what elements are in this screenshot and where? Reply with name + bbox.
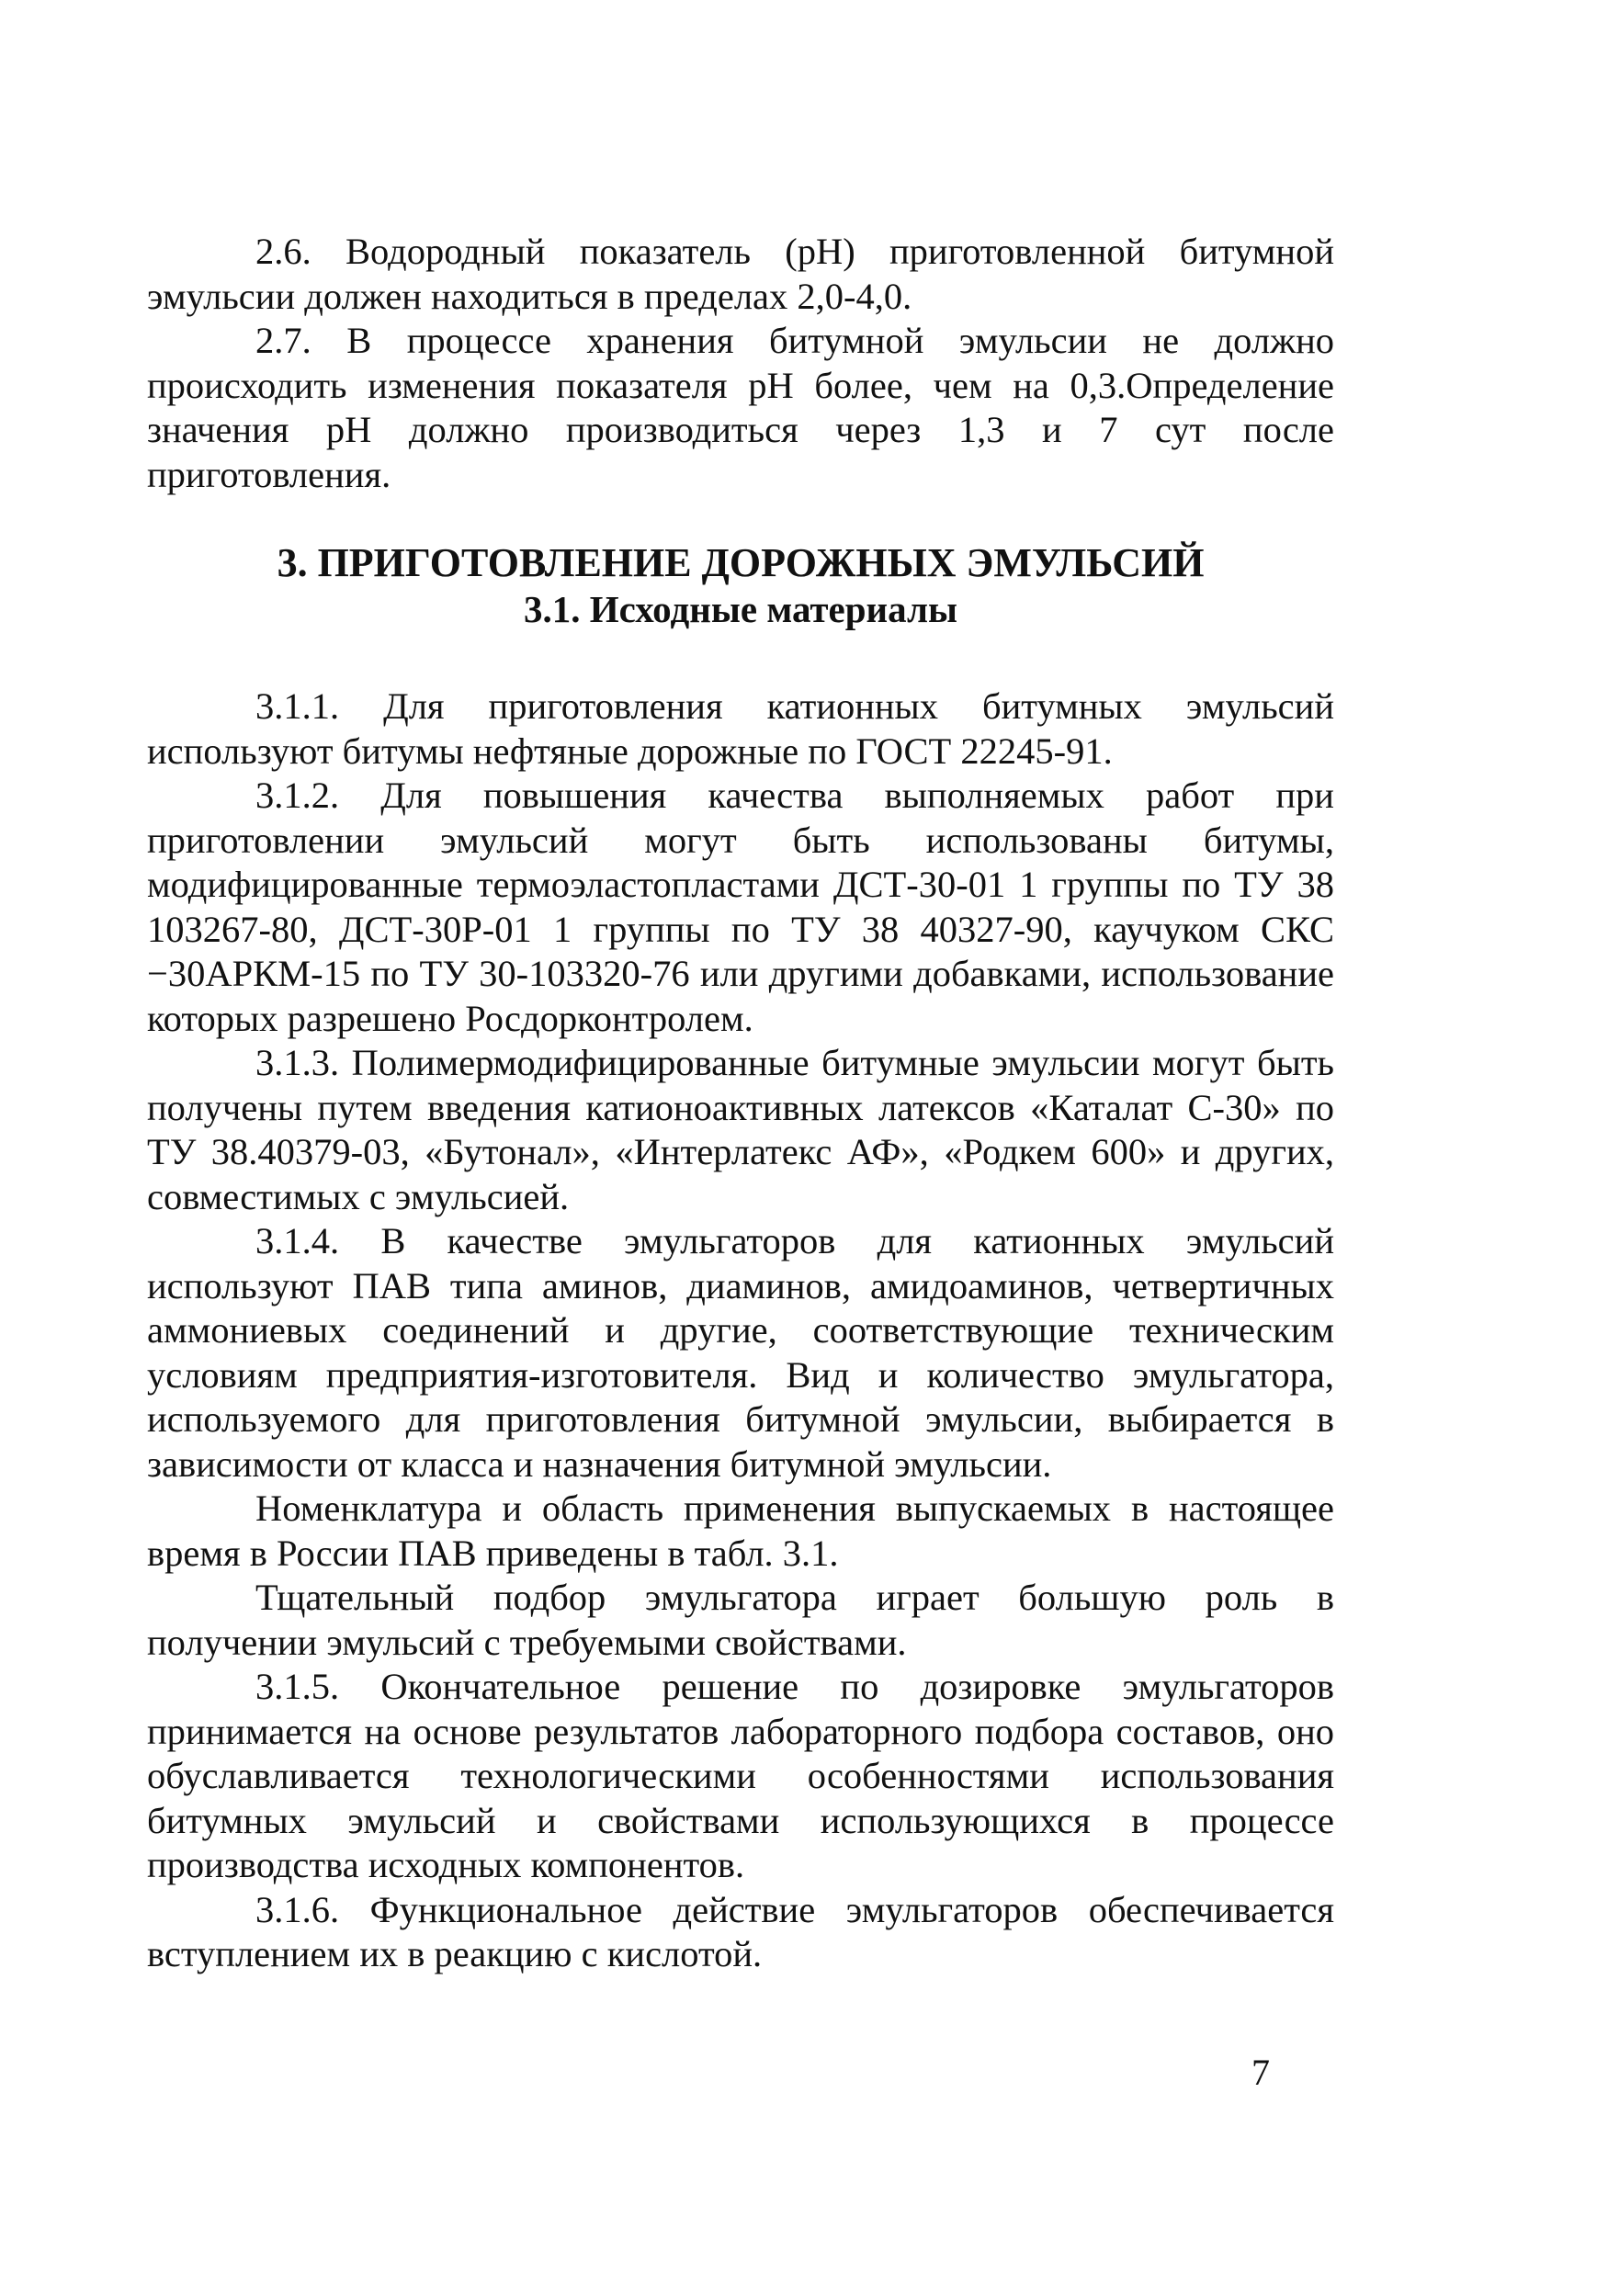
paragraph-nomenclature: Номенклатура и область применения выпускаемых в настоящее время в России ПАВ приведены в табл. 3.1. [147,1487,1334,1574]
subsection-heading: 3.1. Исходные материалы [523,588,958,630]
document-page [147,230,1334,1977]
paragraph-3-1-2: 3.1.2. Для повышения качества выполняемых работ при приготовлении эмульсий могут быть использованы битумы, модифицированные термоэластопластами ДСТ-30-01 1 группы по ТУ 38 103267-80, ДСТ-30Р-01 1 группы по ТУ 38 40327-90, каучуком СКС −30АРКМ-15 по ТУ 30-103320-76 или другими добавками, использование которых разрешено Росдорконтролем. [147,775,1334,1039]
section-heading: 3. ПРИГОТОВЛЕНИЕ ДОРОЖНЫХ ЭМУЛЬСИЙ [277,540,1205,585]
paragraph-3-1-3: 3.1.3. Полимермодифицированные битумные эмульсии могут быть получены путем введения катионоактивных латексов «Каталат С-30» по ТУ 38.40379-03, «Бутонал», «Интерлатекс АФ», «Родкем 600» и других, совместимых с эмульсией. [147,1042,1334,1217]
paragraph-3-1-1: 3.1.1. Для приготовления катионных битумных эмульсий используют битумы нефтяные дорожные по ГОСТ 22245-91. [147,685,1334,772]
page-number: 7 [1251,2052,1270,2093]
paragraph-2-6: 2.6. Водородный показатель (pH) приготовленной битумной эмульсии должен находиться в пределах 2,0-4,0. [147,231,1334,317]
paragraph-3-1-6: 3.1.6. Функциональное действие эмульгаторов обеспечивается вступлением их в реакцию с кислотой. [147,1888,1334,1974]
paragraph-3-1-4: 3.1.4. В качестве эмульгаторов для катионных эмульсий используют ПАВ типа аминов, диаминов, амидоаминов, четвертичных аммониевых соединений и другие, соответствующие техническим условиям предприятия-изготовителя. Вид и количество эмульгатора, используемого для приготовления битумной эмульсии, выбирается в зависимости от класса и назначения битумной эмульсии. [147,1220,1334,1485]
paragraph-emulsifier-selection: Тщательный подбор эмульгатора играет большую роль в получении эмульсий с требуемыми свойствами. [147,1577,1334,1663]
paragraph-3-1-5: 3.1.5. Окончательное решение по дозировке эмульгаторов принимается на основе результатов лабораторного подбора составов, оно обуславливается технологическими особенностями использования битумных эмульсий и свойствами использующихся в процессе производства исходных компонентов. [147,1666,1334,1885]
paragraph-2-7: 2.7. В процессе хранения битумной эмульсии не должно происходить изменения показателя pH более, чем на 0,3.Определение значения pH должно производиться через 1,3 и 7 сут после приготовления. [147,320,1334,495]
